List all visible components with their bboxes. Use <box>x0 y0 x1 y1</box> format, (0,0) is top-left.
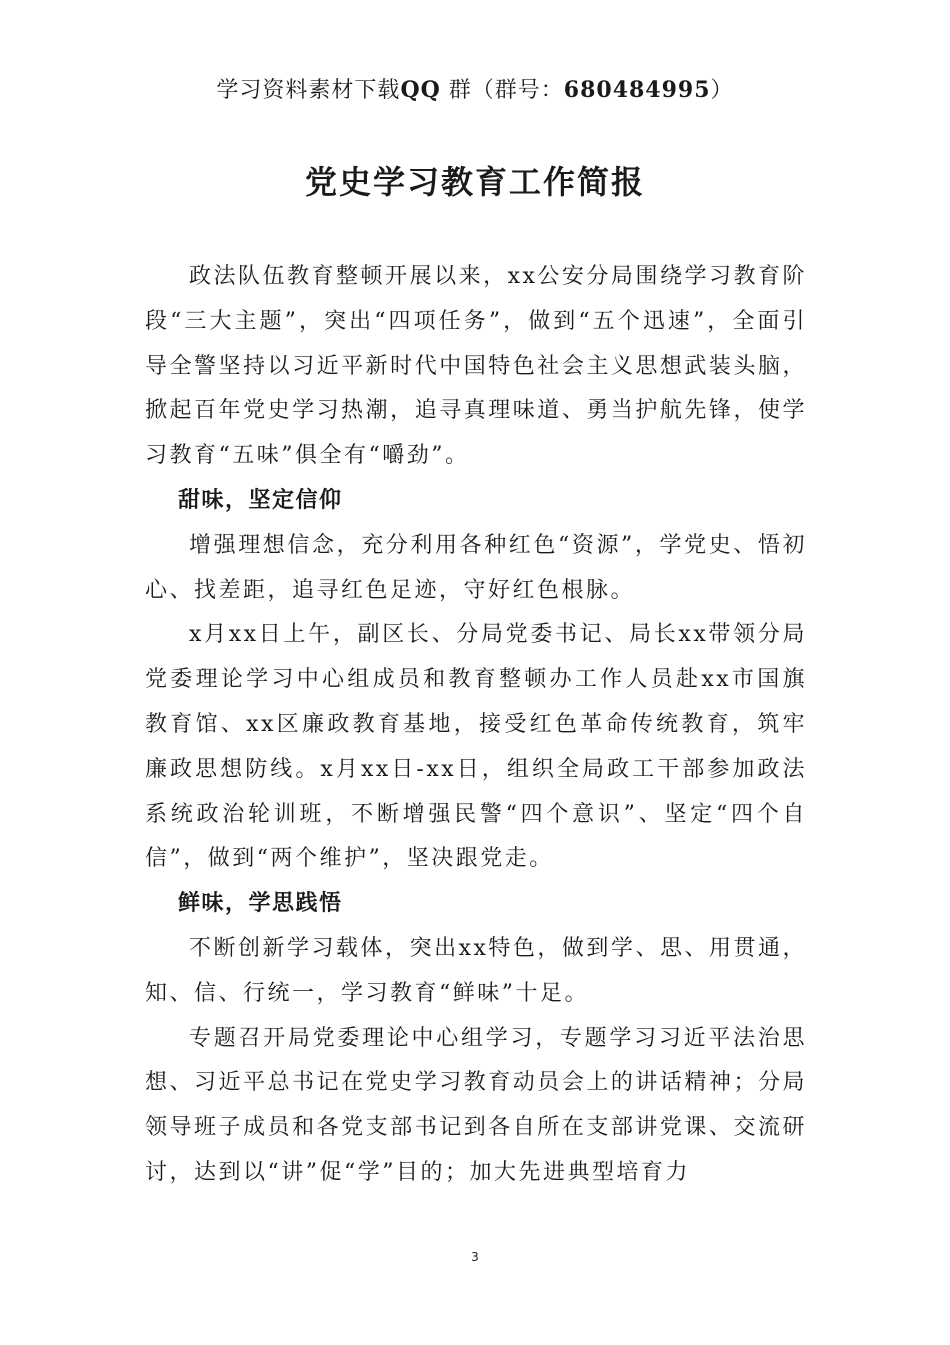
paragraph: 专题召开局党委理论中心组学习，专题学习习近平法治思想、习近平总书记在党史学习教育动员会上的讲话精神；分局领导班子成员和各党支部书记到各自所在支部讲党课、交流研讨，达到以“讲”促“学”目的；加大先进典型培育力 <box>145 1025 807 1185</box>
paragraph: x月xx日上午，副区长、分局党委书记、局长xx带领分局党委理论学习中心组成员和教育整顿办工作人员赴xx市国旗教育馆、xx区廉政教育基地，接受红色革命传统教育，筑牢廉政思想防线。x月xx日-xx日，组织全局政工干部参加政法系统政治轮训班，不断增强民警“四个意识”、坚定“四个自信”，做到“两个维护”，坚决跟党走。 <box>145 622 807 872</box>
document-title: 党史学习教育工作简报 <box>304 163 645 201</box>
header-group-number: 680484995 <box>563 77 711 103</box>
header-prefix: 学习资料素材下载 <box>216 78 401 103</box>
section-heading-fresh: 鲜味，学思践悟 <box>178 891 343 917</box>
section-heading-sweet: 甜味，坚定信仰 <box>178 487 343 513</box>
paragraph-intro: 政法队伍教育整顿开展以来，xx公安分局围绕学习教育阶段“三大主题”，突出“四项任务”，做到“五个迅速”，全面引导全警坚持以习近平新时代中国特色社会主义思想武装头脑，掀起百年党史学习热潮，追寻真理味道、勇当护航先锋，使学习教育“五味”俱全有“嚼劲”。 <box>145 264 807 469</box>
document-body <box>145 255 807 1196</box>
top-header <box>0 74 950 107</box>
header-qq: QQ <box>400 77 441 103</box>
header-middle: 群（群号： <box>440 78 564 103</box>
paragraph: 增强理想信念，充分利用各种红色“资源”，学党史、悟初心、找差距，追寻红色足迹，守好红色根脉。 <box>145 532 807 603</box>
paragraph: 不断创新学习载体，突出xx特色，做到学、思、用贯通，知、信、行统一，学习教育“鲜味”十足。 <box>145 935 807 1006</box>
header-suffix: ） <box>710 78 734 103</box>
page-number: 3 <box>471 1250 479 1264</box>
